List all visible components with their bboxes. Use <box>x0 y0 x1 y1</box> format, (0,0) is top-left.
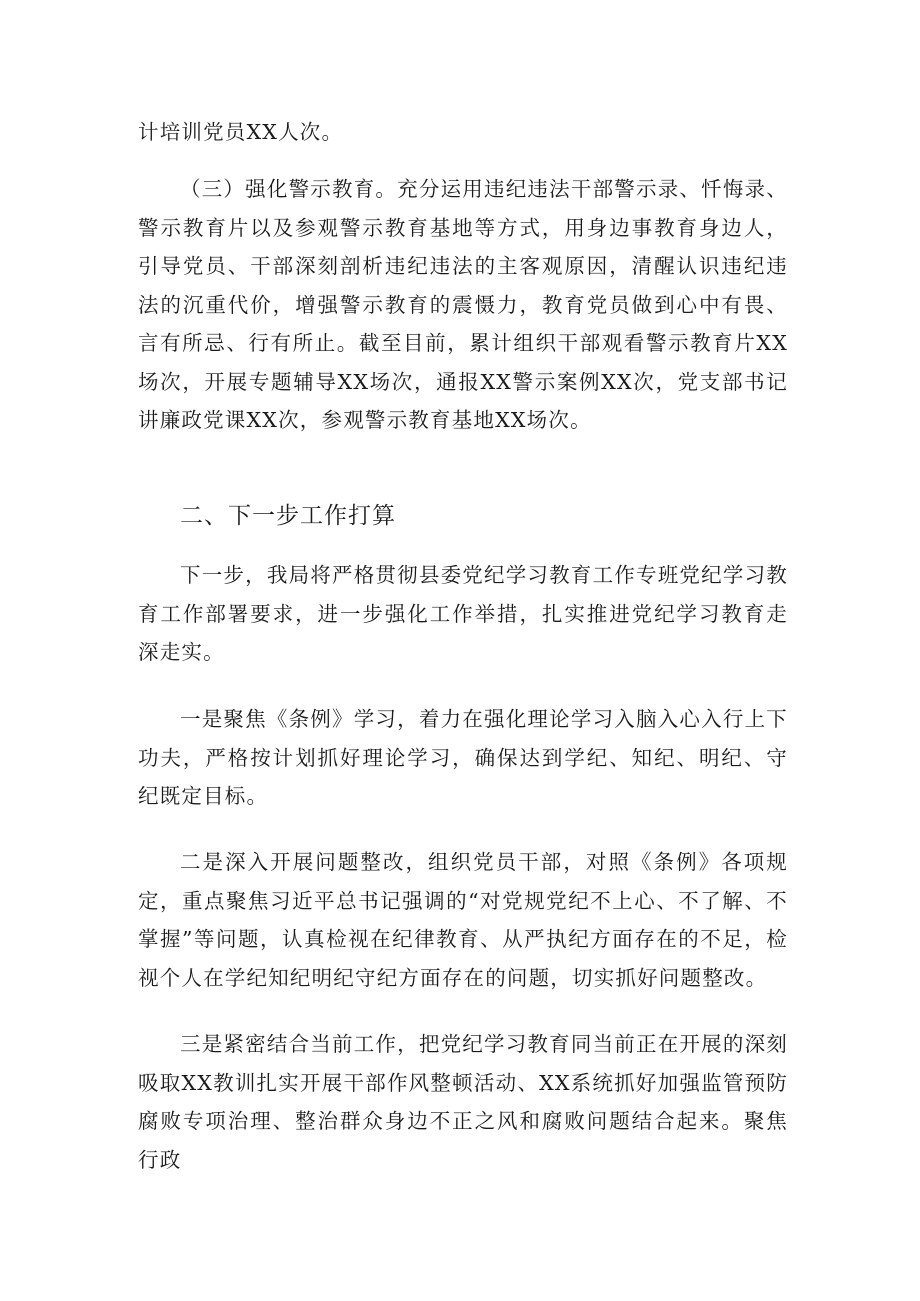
paragraph-point-three: 三是紧密结合当前工作，把党纪学习教育同当前正在开展的深刻吸取XX教训扎实开展干部作风整顿活动、XX系统抓好加强监管预防腐败专项治理、整治群众身边不正之风和腐败问题结合起来。聚焦行政 <box>138 1032 788 1172</box>
paragraph-next-step: 下一步，我局将严格贯彻县委党纪学习教育工作专班党纪学习教育工作部署要求，进一步强化工作举措，扎实推进党纪学习教育走深走实。 <box>138 563 788 664</box>
paragraph-warning-education: （三）强化警示教育。充分运用违纪违法干部警示录、忏悔录、警示教育片以及参观警示教育基地等方式，用身边事教育身边人，引导党员、干部深刻剖析违纪违法的主客观原因，清醒认识违纪违法的沉重代价，增强警示教育的震慑力，教育党员做到心中有畏、言有所忌、行有所止。截至目前，累计组织干部观看警示教育片XX场次，开展专题辅导XX场次，通报XX警示案例XX次，党支部书记讲廉政党课XX次，参观警示教育基地XX场次。 <box>138 177 788 432</box>
paragraph-point-one: 一是聚焦《条例》学习，着力在强化理论学习入脑入心入行上下功夫，严格按计划抓好理论学习，确保达到学纪、知纪、明纪、守纪既定目标。 <box>138 707 788 808</box>
paragraph-continuation: 计培训党员XX人次。 <box>138 120 344 144</box>
section-heading: 二、下一步工作打算 <box>180 503 396 529</box>
paragraph-point-two: 二是深入开展问题整改，组织党员干部，对照《条例》各项规定，重点聚焦习近平总书记强调的“对党规党纪不上心、不了解、不掌握”等问题，认真检视在纪律教育、从严执纪方面存在的不足，检视个人在学纪知纪明纪守纪方面存在的问题，切实抓好问题整改。 <box>138 850 788 990</box>
